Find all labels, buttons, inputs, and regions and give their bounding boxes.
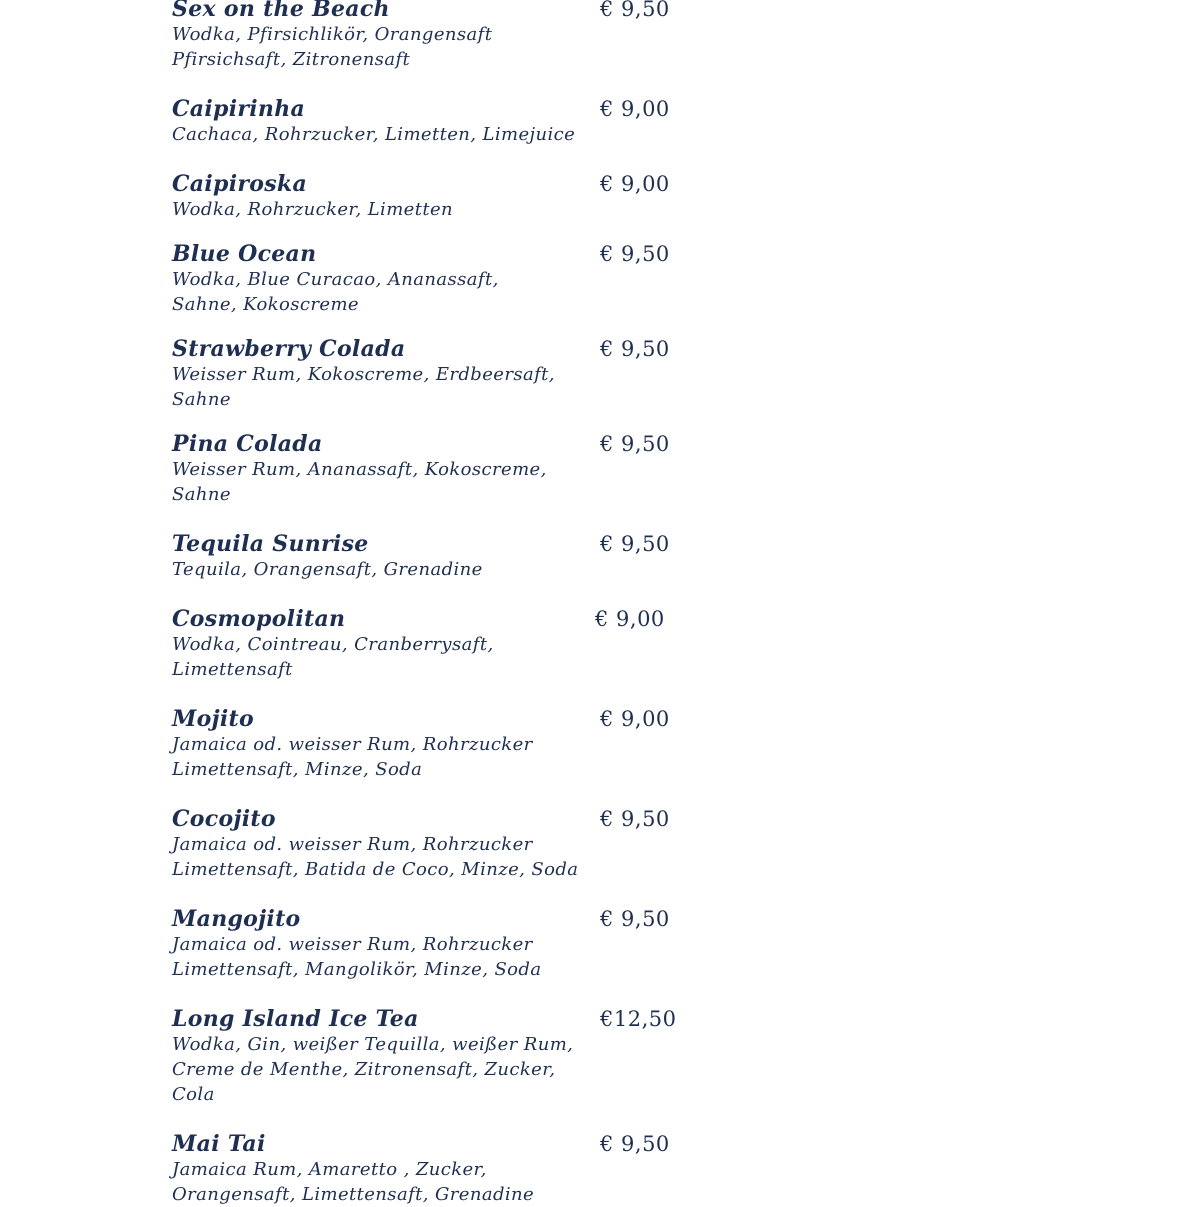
menu-item-name: Sex on the Beach — [172, 0, 390, 22]
menu-item-description — [172, 557, 483, 582]
menu-item-price: € 9,00 — [595, 607, 665, 631]
description-line: Jamaica od. weisser Rum, Rohrzucker — [172, 834, 533, 855]
description-line: Pfirsichsaft, Zitronensaft — [172, 49, 411, 70]
menu-item-description — [172, 732, 533, 782]
description-line: Sahne — [172, 389, 231, 410]
menu-item-price: €12,50 — [600, 1007, 677, 1031]
description-line: Weisser Rum, Kokoscreme, Erdbeersaft, — [172, 364, 555, 385]
menu-item-name: Long Island Ice Tea — [172, 1006, 419, 1032]
description-line: Cachaca, Rohrzucker, Limetten, Limejuice — [172, 124, 576, 145]
menu-item-price: € 9,50 — [600, 532, 670, 556]
description-line: Tequila, Orangensaft, Grenadine — [172, 559, 483, 580]
description-line: Wodka, Rohrzucker, Limetten — [172, 199, 454, 220]
menu-item-name: Mai Tai — [172, 1131, 266, 1157]
menu-item-name: Mojito — [172, 706, 254, 732]
description-line: Sahne — [172, 484, 231, 505]
menu-item-name: Caipiroska — [172, 171, 308, 197]
description-line: Sahne, Kokoscreme — [172, 294, 359, 315]
menu-item-description — [172, 197, 453, 222]
menu-item-price: € 9,50 — [600, 0, 670, 21]
description-line: Wodka, Blue Curacao, Ananassaft, — [172, 269, 499, 290]
description-line: Wodka, Cointreau, Cranberrysaft, — [172, 634, 494, 655]
description-line: Limettensaft, Minze, Soda — [172, 759, 423, 780]
description-line: Limettensaft, Batida de Coco, Minze, Soda — [172, 859, 579, 880]
menu-item-description — [172, 267, 499, 317]
menu-item-description — [172, 457, 547, 507]
menu-item-price: € 9,50 — [600, 242, 670, 266]
description-line: Jamaica od. weisser Rum, Rohrzucker — [172, 934, 533, 955]
description-line: Creme de Menthe, Zitronensaft, Zucker, — [172, 1059, 556, 1080]
menu-item-name: Pina Colada — [172, 431, 323, 457]
description-line: Limettensaft, Mangolikör, Minze, Soda — [172, 959, 542, 980]
description-line: Orangensaft, Limettensaft, Grenadine — [172, 1184, 535, 1205]
menu-item-name: Blue Ocean — [172, 241, 317, 267]
menu-item-price: € 9,00 — [600, 97, 670, 121]
menu-item-price: € 9,50 — [600, 807, 670, 831]
description-line: Wodka, Gin, weißer Tequilla, weißer Rum, — [172, 1034, 574, 1055]
menu-item-name: Tequila Sunrise — [172, 531, 369, 557]
menu-item-description — [172, 1032, 573, 1107]
menu-item-price: € 9,50 — [600, 432, 670, 456]
menu-item-description — [172, 932, 541, 982]
menu-item-price: € 9,50 — [600, 337, 670, 361]
menu-item-description — [172, 632, 494, 682]
menu-item-description — [172, 22, 492, 72]
menu-item-name: Cocojito — [172, 806, 276, 832]
description-line: Weisser Rum, Ananassaft, Kokoscreme, — [172, 459, 547, 480]
menu-item-description — [172, 832, 578, 882]
description-line: Jamaica od. weisser Rum, Rohrzucker — [172, 734, 533, 755]
description-line: Limettensaft — [172, 659, 293, 680]
menu-item-price: € 9,50 — [600, 1132, 670, 1156]
menu-item-description — [172, 122, 575, 147]
menu-item-price: € 9,00 — [600, 707, 670, 731]
menu-item-price: € 9,00 — [600, 172, 670, 196]
menu-item-name: Caipirinha — [172, 96, 306, 122]
menu-item-price: € 9,50 — [600, 907, 670, 931]
menu-item-name: Strawberry Colada — [172, 336, 406, 362]
menu-item-name: Mangojito — [172, 906, 301, 932]
menu-item-description — [172, 362, 555, 412]
description-line: Jamaica Rum, Amaretto , Zucker, — [172, 1159, 487, 1180]
menu-item-name: Cosmopolitan — [172, 606, 346, 632]
description-line: Wodka, Pfirsichlikör, Orangensaft — [172, 24, 493, 45]
description-line: Cola — [172, 1084, 215, 1105]
